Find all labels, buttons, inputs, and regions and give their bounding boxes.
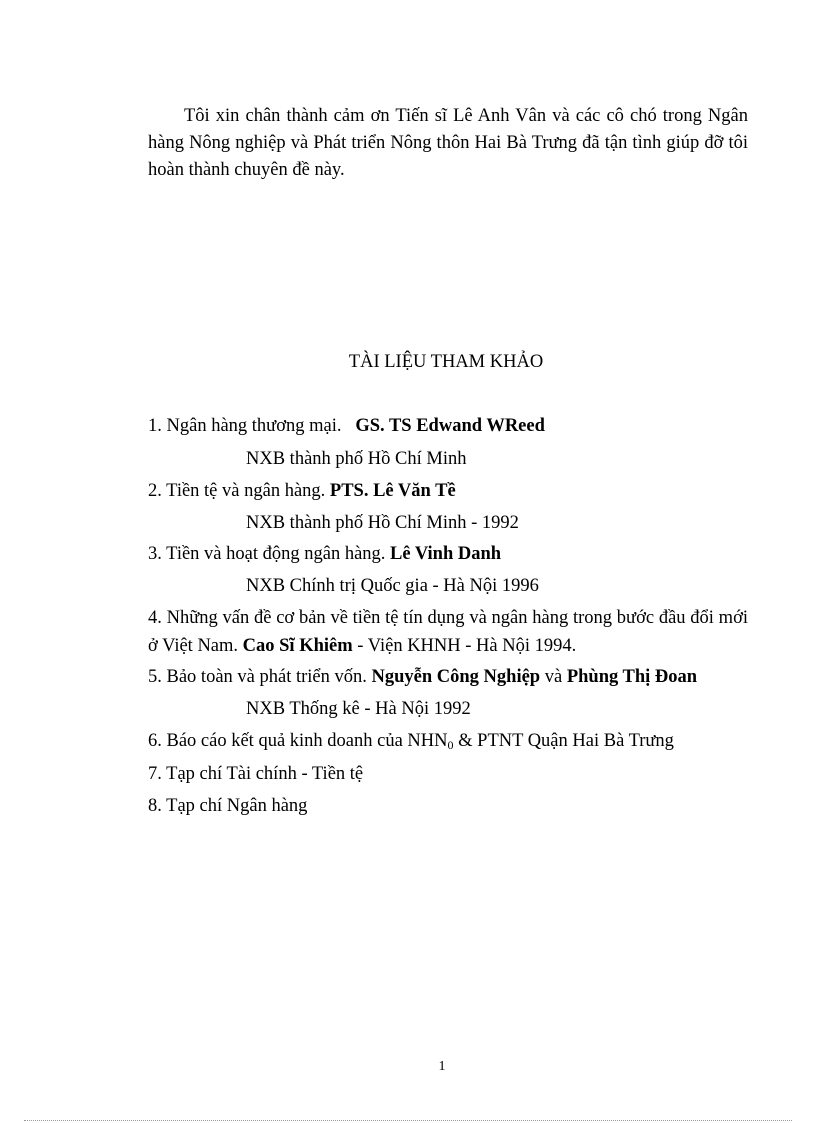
reference-author: Lê Vinh Danh <box>390 544 502 564</box>
reference-author: Nguyễn Công Nghiệp <box>371 667 541 687</box>
page-number: 1 <box>438 1059 446 1074</box>
reference-item-4 <box>148 604 748 660</box>
reference-publisher-5: NXB Thống kê - Hà Nội 1992 <box>246 699 471 719</box>
page-bottom-divider <box>24 1120 792 1121</box>
reference-title: 3. Tiền và hoạt động ngân hàng. <box>148 544 386 564</box>
reference-title: 6. Báo cáo kết quả kinh doanh của NHN <box>148 731 448 751</box>
reference-author-2: Phùng Thị Đoan <box>566 667 698 687</box>
reference-title: 4. Những vấn đề cơ bản về tiền tệ tín dụng và ngân hàng trong bước đầu đổi mới ở Việt Nam. <box>148 608 748 656</box>
reference-title-tail: & PTNT Quận Hai Bà Trưng <box>453 731 674 751</box>
references-heading: TÀI LIỆU THAM KHẢO <box>348 352 544 372</box>
reference-author: GS. TS Edwand WReed <box>355 416 545 436</box>
reference-tail: - Viện KHNH - Hà Nội 1994. <box>352 636 577 656</box>
reference-publisher-2: NXB thành phố Hồ Chí Minh - 1992 <box>246 513 519 533</box>
reference-author: Cao Sĩ Khiêm <box>242 636 353 656</box>
reference-conjunction: và <box>544 667 563 687</box>
reference-publisher-1: NXB thành phố Hồ Chí Minh <box>246 449 467 469</box>
reference-item-8: 8. Tạp chí Ngân hàng <box>148 796 308 816</box>
reference-item-1 <box>148 414 545 438</box>
reference-title: 2. Tiền tệ và ngân hàng. <box>148 481 326 501</box>
reference-item-7: 7. Tạp chí Tài chính - Tiền tệ <box>148 764 364 784</box>
reference-item-3 <box>148 542 501 566</box>
reference-item-2 <box>148 479 456 503</box>
reference-item-5 <box>148 665 697 689</box>
reference-title: 1. Ngân hàng thương mại. <box>148 416 342 436</box>
reference-subscript: 0 <box>447 738 454 752</box>
reference-title: 5. Bảo toàn và phát triển vốn. <box>148 667 367 687</box>
reference-publisher-3: NXB Chính trị Quốc gia - Hà Nội 1996 <box>246 576 539 596</box>
acknowledgement-paragraph: Tôi xin chân thành cảm ơn Tiến sĩ Lê Anh Vân và các cô chó trong Ngân hàng Nông nghiệp và Phát triển Nông thôn Hai Bà Trưng đã tận tình giúp đỡ tôi hoàn thành chuyên đề này. <box>148 106 748 180</box>
reference-item-6 <box>148 729 674 757</box>
reference-author: PTS. Lê Văn Tề <box>329 481 456 501</box>
